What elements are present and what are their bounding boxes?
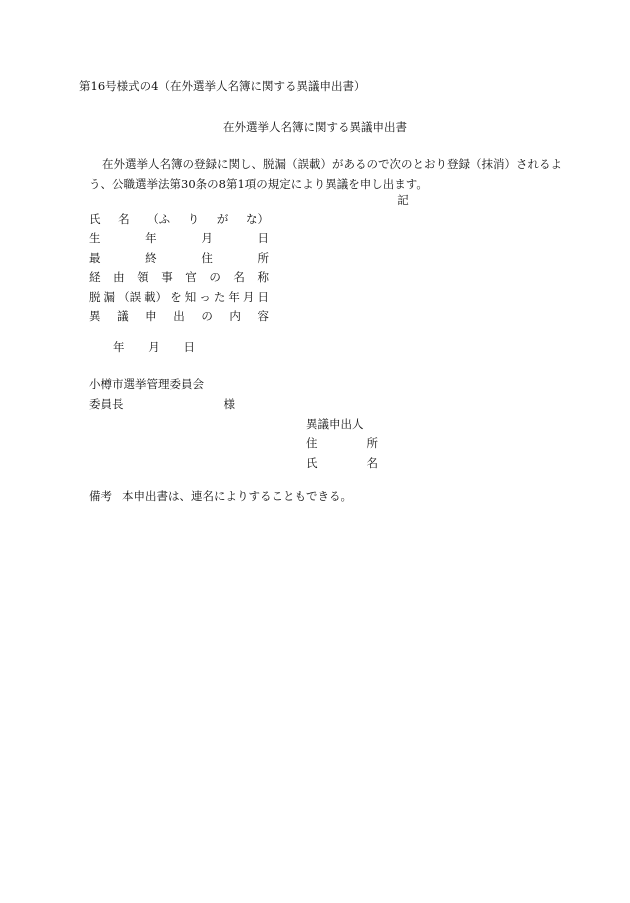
- applicant-block: [306, 415, 378, 474]
- applicant-label: 異議申出人: [306, 416, 364, 431]
- field-objection-content: 異 議 申 出 の 内 容: [89, 309, 269, 324]
- remarks-text: 本申出書は、連名によりすることもできる。: [122, 489, 352, 503]
- field-name-furigana: 氏 名 （ふ り が な）: [89, 211, 269, 226]
- body-paragraph: 在外選挙人名簿の登録に関し、脱漏（誤載）があるので次のとおり登録（抹消）されるよう、公職選挙法第30条の8第1項の規定により異議を申し出ます。: [89, 157, 562, 191]
- field-birth-date: 生 年 月 日: [89, 231, 269, 246]
- field-consul-name: 経 由 領 事 官 の 名 称: [89, 270, 269, 285]
- applicant-name: 氏 名: [306, 455, 378, 470]
- remarks: [89, 490, 352, 504]
- addressee-committee: 小樽市選挙管理委員会: [89, 377, 204, 391]
- field-last-address: 最 終 住 所: [89, 250, 269, 265]
- applicant-address: 住 所: [306, 436, 378, 451]
- remarks-label: 備考: [89, 489, 112, 503]
- submission-date: 年 月 日: [113, 340, 195, 354]
- ki-label: 記: [397, 193, 409, 207]
- addressee-chair: 委員長 様: [89, 397, 235, 411]
- field-list: [89, 210, 269, 327]
- form-number-heading: 第16号様式の4（在外選挙人名簿に関する異議申出書）: [79, 79, 366, 93]
- field-known-date: 脱 漏 （誤 載） を 知 っ た 年 月 日: [89, 289, 269, 304]
- document-title: 在外選挙人名簿に関する異議申出書: [223, 120, 407, 134]
